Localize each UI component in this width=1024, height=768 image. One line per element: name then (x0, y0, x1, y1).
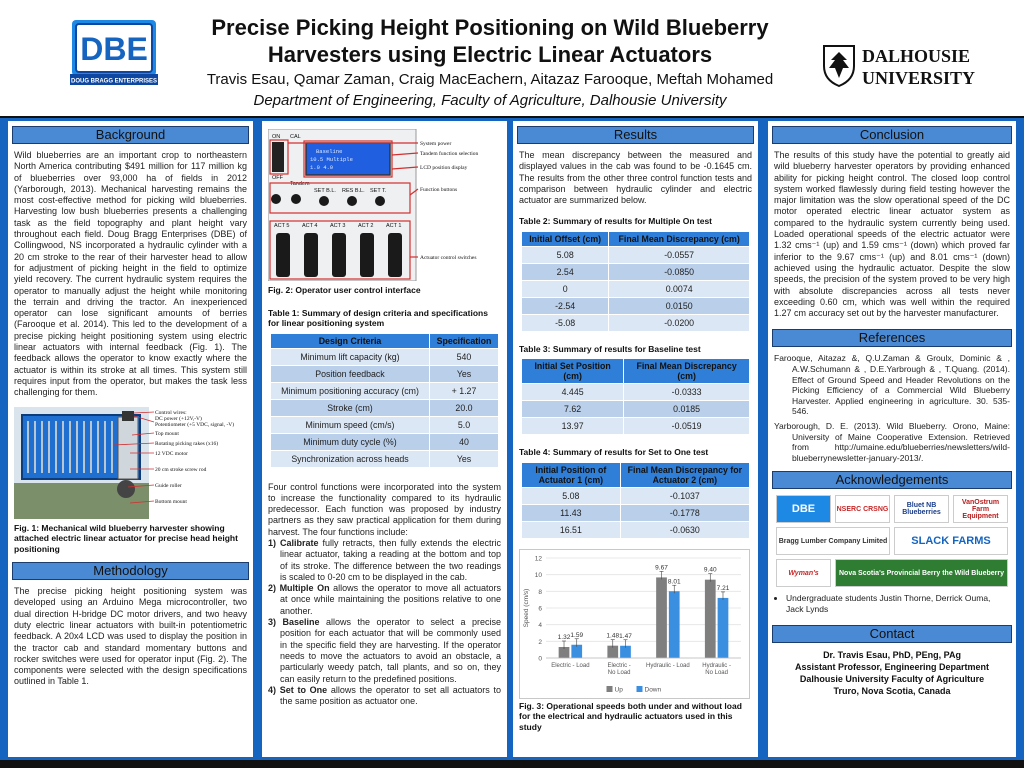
table1-cell: Minimum speed (cm/s) (271, 416, 430, 433)
fig2-callout-lcd: LCD position display (420, 165, 468, 171)
x-tick-label: No Load (607, 669, 631, 676)
table1 (270, 333, 499, 468)
fig3-caption: Fig. 3: Operational speeds both under and without load for the electrical and hydraulic actuators used in this study (519, 700, 742, 732)
fig1-label-control-wires: Control wires: (155, 409, 187, 416)
fig1-label-top-mount: Top mount (155, 430, 179, 437)
fig2-callout-actuator-switches: Actuator control switches (420, 255, 477, 261)
reference-item: Farooque, Aitazaz &, Q.U.Zaman & Groulx, Dominic & , A.W.Schumann & , D.E.Yarbrough & , T.Quang. (2014). Effect of Ground Speed and Header Revolutions on the Picking Efficiency of a Commercial Wild Blueberry Harvester. Applied engineering in agriculture. 30. 535-546. (774, 353, 1010, 417)
sponsor-logo-wymans: Wyman's (776, 559, 831, 587)
fig1-label-motor: 12 VDC motor (155, 450, 188, 457)
y-tick-label: 10 (534, 572, 542, 580)
data-label: 1.59 (570, 631, 584, 639)
legend-label-down: Down (644, 686, 662, 694)
table-row (271, 348, 499, 365)
table-row (522, 263, 750, 280)
table4-header: Final Mean Discrepancy for Actuator 2 (cm) (620, 462, 749, 487)
table2-cell: -0.0200 (609, 314, 750, 331)
table1-header-spec: Specification (429, 333, 498, 348)
data-label: 1.48 (606, 632, 620, 640)
legend-swatch-up (607, 686, 613, 692)
column-3 (513, 121, 758, 757)
table1-cell: + 1.27 (429, 382, 498, 399)
table4-cell: -0.0630 (620, 521, 749, 538)
contact-heading: Contact (772, 625, 1012, 643)
y-tick-label: 6 (538, 605, 542, 613)
bottom-bar (0, 760, 1024, 768)
sponsor-logo-vanostrum: VanOstrum Farm Equipment (953, 495, 1008, 523)
table-row (522, 418, 750, 435)
table1-cell: Minimum positioning accuracy (cm) (271, 382, 430, 399)
table1-cell: Minimum duty cycle (%) (271, 433, 430, 450)
poster-title: Precise Picking Height Positioning on Wild Blueberry Harvesters using Electric Linear Actuators (211, 15, 769, 67)
panel-off-label: OFF (272, 175, 283, 181)
column-1 (8, 121, 253, 757)
fig3-chart (519, 549, 750, 699)
panel-res-bl-label: RES B.L. (342, 188, 365, 194)
panel-set-bl-label: SET B.L. (314, 188, 336, 194)
table2-cell: -5.08 (522, 314, 609, 331)
fig2-callout-function-buttons: Function buttons (420, 187, 458, 193)
contact-institution: Dalhousie University Faculty of Agriculture (799, 674, 985, 685)
panel-act1-label: ACT 1 (386, 223, 402, 229)
fig1-label-dc-power: DC power (+12V,-V) (155, 415, 202, 422)
table1-cell: Yes (429, 365, 498, 382)
fig1-label-guide-roller: Guide roller (155, 482, 182, 489)
panel-act3-label: ACT 3 (330, 223, 346, 229)
data-label: 1.32 (557, 633, 571, 641)
table-row (522, 504, 750, 521)
fig1-harvester-photo (14, 407, 247, 519)
column-2 (262, 121, 507, 757)
table1-cell: Yes (429, 450, 498, 467)
table2-cell: 0.0074 (609, 280, 750, 297)
table-row (522, 521, 750, 538)
dalhousie-logo (818, 40, 1018, 90)
table-row (522, 280, 750, 297)
data-label: 8.01 (667, 578, 681, 586)
fig1-caption: Fig. 1: Mechanical wild blueberry harvester showing attached electric linear actuator for precise head height positioning (14, 522, 238, 554)
table4-cell: 5.08 (522, 487, 621, 504)
contact-name: Dr. Travis Esau, PhD, PEng, PAg (823, 650, 961, 661)
list-item: 1) Calibrate fully retracts, then fully extends the electric linear actuator, taking a reading at the bottom and top of its stroke. The difference between the two readings is scaled to 0-20 cm to be displayed in the cab. (268, 537, 501, 582)
table3 (521, 358, 750, 435)
x-tick-label: No Load (705, 669, 728, 676)
table1-cell: Stroke (cm) (271, 399, 430, 416)
x-tick-label: Hydraulic - Load (646, 662, 690, 669)
table-row (271, 450, 499, 467)
dalhousie-logo-line2: UNIVERSITY (862, 68, 976, 88)
poster-header (0, 0, 1024, 118)
table1-cell: Position feedback (271, 365, 430, 382)
table3-cell: 7.62 (522, 401, 624, 418)
table2-cell: 0.0150 (609, 297, 750, 314)
y-axis-label: Speed (cm/s) (523, 588, 530, 628)
table2-cell: 2.54 (522, 263, 609, 280)
table1-cell: Synchronization across heads (271, 450, 430, 467)
legend-swatch-down (637, 686, 643, 692)
y-tick-label: 4 (538, 622, 542, 630)
fig2-callout-tandem: Tandem function selection (420, 151, 479, 157)
y-tick-label: 12 (534, 555, 542, 563)
sponsor-logo-dbe: DBE (776, 495, 831, 523)
table4-cell: 11.43 (522, 504, 621, 521)
table3-header: Initial Set Position (cm) (522, 359, 624, 384)
poster-department: Department of Engineering, Faculty of Agriculture, Dalhousie University (253, 92, 727, 109)
table-row (271, 433, 499, 450)
fig1-label-rakes: Rotating picking rakes (x16) (155, 440, 219, 447)
table-row (522, 246, 750, 263)
contact-location: Truro, Nova Scotia, Canada (833, 686, 951, 697)
sponsor-logo-bluet: Bluet NB Blueberries (894, 495, 949, 523)
fig1-label-screw-rod: 20 cm stroke screw rod (155, 466, 207, 473)
table1-cell: 40 (429, 433, 498, 450)
panel-act5-label: ACT 5 (274, 223, 290, 229)
table2-cell: 5.08 (522, 246, 609, 263)
data-label: 9.40 (703, 566, 717, 574)
functions-list (262, 538, 507, 707)
table-row (522, 401, 750, 418)
table1-cell: 5.0 (429, 416, 498, 433)
table4-cell: -0.1778 (620, 504, 749, 521)
table3-cell: -0.0519 (624, 418, 750, 435)
table2-cell: -0.0557 (609, 246, 750, 263)
contact-title: Assistant Professor, Engineering Department (794, 662, 990, 673)
x-tick-label: Hydraulic - (702, 662, 731, 669)
table2 (521, 231, 750, 332)
table3-caption: Table 3: Summary of results for Baseline test (519, 343, 701, 354)
conclusion-text: The results of this study have the potential to greatly aid wild blueberry harvester operators by providing enhanced ability for picking height control. The closed loop control system worked flawlessly during field testing however the major limitation was the slow operational speed of the DC motor operated electric linear actuator system as compared to the hydraulic system currently being used. Loaded operational speeds of the electric actuator were 1.32 cms⁻¹ (up) and 1.59 cms⁻¹ (down) which proved far inferior to the 9.67 cms⁻¹ (up) and 8.01 cms⁻¹ (down) achieved using the hydraulic actuator. Despite the slow speeds, the precision of the system proved to be very high with absolute discrepancies across all tests never exceeding 0.60 cm, which was well within the required 1.27 cm accuracy set out by the harvester manufacturer. (774, 150, 1010, 319)
table2-cell: -2.54 (522, 297, 609, 314)
table-row (522, 297, 750, 314)
bar-up (705, 580, 716, 658)
contact-block (768, 649, 1016, 697)
lcd-line-3: 1.0 4.0 (310, 164, 334, 171)
table-row (522, 384, 750, 401)
functions-intro: Four control functions were incorporated into the system to increase the functionality compared to its hydraulic predecessor. Each function was proposed by industry partners as they saw practical application for them during harvest. The four functions include: (268, 481, 501, 537)
acknowledgements-heading: Acknowledgements (772, 471, 1012, 489)
fig2-callout-system-power: System power (420, 141, 452, 147)
bar-up (656, 577, 667, 658)
background-text: Wild blueberries are an important crop to northeastern North America contributing $491 million for 117 million kg of blueberries over 93,000 ha of fields in 2012 (Yarborough, 2013). Mechanical harvesting remains the most cost-effective method for picking wild blueberries. Harvesting low bush blueberries presents a challenging task as the field topography and plant height vary throughout each field. Doug Bragg Enterprises (DBE) of Collingwood, NS incorporated a hydraulic cylinder with a 20 cm stroke to the rear of their harvester head to allow for adjustment of picking height in the field to optimize yield recovery. The current hydraulic system requires the operator to manually adjust the height while monitoring the terrain and driving the tractor. An inexperienced operator can lose significant amounts of berries (Farooque et al. 2014). This led to the development of a precise picking height positioning system using electric linear actuators with internal feedback (Fig. 1). The feedback allows the operator to know exactly where the actuator is within its stroke at all times. This system still requires input from the operator, but makes the task less challenging for them. (14, 150, 247, 398)
table-row (522, 487, 750, 504)
table-row (271, 416, 499, 433)
results-heading: Results (517, 126, 754, 144)
table4-cell: -0.1037 (620, 487, 749, 504)
fig1-label-bottom-mount: Bottom mount (155, 498, 187, 505)
sponsor-logo-nserc: NSERC CRSNG (835, 495, 890, 523)
results-text: The mean discrepancy between the measured and displayed values in the cab was found to be -0.1645 cm. The results from the other three control function tests and comparison between hydraulic cylinder and electric actuator are summarized below. (519, 150, 752, 206)
lcd-line-1: Baseline (316, 148, 343, 155)
list-item: 2) Multiple On allows the operator to move all actuators at once while maintaining the positions relative to one another. (268, 583, 501, 616)
panel-cal-label: CAL (290, 134, 301, 140)
table2-cell: 0 (522, 280, 609, 297)
sponsor-logo-bragg: Bragg Lumber Company Limited (776, 527, 890, 555)
table4 (521, 462, 750, 539)
bar-down (718, 598, 729, 658)
fig1-label-potentiometer: Potentiometer (+5 VDC, signal, -V) (155, 421, 235, 428)
data-label: 9.67 (655, 564, 668, 572)
table4-caption: Table 4: Summary of results for Set to One test (519, 447, 709, 458)
legend-label-up: Up (614, 686, 623, 694)
table1-cell: 20.0 (429, 399, 498, 416)
table3-header: Final Mean Discrepancy (cm) (624, 359, 750, 384)
panel-set-t-label: SET T. (370, 188, 387, 194)
column-4 (768, 121, 1016, 757)
sponsor-logo-wild-blueberry: Nova Scotia's Provincial Berry the Wild Blueberry (835, 559, 1008, 587)
table-row (271, 365, 499, 382)
methodology-heading: Methodology (12, 562, 249, 580)
dalhousie-logo-line1: DALHOUSIE (862, 46, 971, 66)
table3-cell: -0.0333 (624, 384, 750, 401)
y-tick-label: 8 (538, 588, 542, 596)
table1-caption: Table 1: Summary of design criteria and specifications for linear positioning system (268, 307, 488, 328)
panel-tandem-label: Tandem (290, 181, 310, 187)
table1-cell: 540 (429, 348, 498, 365)
table-row (522, 314, 750, 331)
list-item: 4) Set to One allows the operator to set all actuators to the same position as actuator one. (268, 684, 501, 707)
table3-cell: 4.445 (522, 384, 624, 401)
table4-cell: 16.51 (522, 521, 621, 538)
acknowledgement-list (768, 593, 1016, 615)
x-tick-label: Electric - (607, 662, 631, 669)
fig2-caption: Fig. 2: Operator user control interface (268, 285, 421, 295)
background-heading: Background (12, 126, 249, 144)
table2-caption: Table 2: Summary of results for Multiple On test (519, 216, 713, 227)
table-row (271, 399, 499, 416)
methodology-text: The precise picking height positioning system was developed using an Arduino Mega microcontroller, two dual direction H-bridge DC motor drivers, and two heavy duty electric linear actuators with built-in potentiometric feedback. A 20x4 LCD was used to display the position in the tractor cab and standard momentary buttons and rocker switches were used for operator input (Fig. 2). The components were selected with the design specifications outlined in Table 1. (14, 586, 247, 687)
x-tick-label: Electric - Load (551, 662, 590, 669)
table3-cell: 13.97 (522, 418, 624, 435)
panel-on-label: ON (272, 134, 281, 140)
y-tick-label: 0 (538, 655, 542, 663)
list-item: • Undergraduate students Justin Thorne, Derrick Ouma, Jack Lynds (786, 593, 1010, 615)
list-item: 3) Baseline allows the operator to select a precise position for each actuator that will be commonly used in the specific field they are harvesting. If the operator needs to move the actuators to avoid an obstacle, a particularly weedy patch, tall plants, and so on, they can easily return to the predefined positions. (268, 617, 501, 684)
lcd-line-2: 10.5 Multiple (310, 156, 353, 163)
table3-cell: 0.0185 (624, 401, 750, 418)
conclusion-heading: Conclusion (772, 126, 1012, 144)
table1-cell: Minimum lift capacity (kg) (271, 348, 430, 365)
dbe-logo (68, 18, 160, 88)
table2-header: Initial Offset (cm) (522, 231, 609, 246)
references-heading: References (772, 329, 1012, 347)
table2-header: Final Mean Discrepancy (cm) (609, 231, 750, 246)
table4-header: Initial Position of Actuator 1 (cm) (522, 462, 621, 487)
y-tick-label: 2 (538, 638, 542, 646)
reference-item: Yarborough, D. E. (2013). Wild Blueberry. Orono, Maine: University of Maine Cooperative Extension. Retrieved from http://umaine.edu/blueberries/newsletters/wild-blueberrynewsletter-january-2013/. (774, 421, 1010, 463)
table-row (271, 382, 499, 399)
panel-act2-label: ACT 2 (358, 223, 374, 229)
bar-down (669, 591, 680, 658)
speed-bar-chart (520, 550, 749, 698)
sponsor-logo-slack-farms: SLACK FARMS (894, 527, 1008, 555)
table2-cell: -0.0850 (609, 263, 750, 280)
sponsor-logos (776, 495, 1008, 587)
data-label: 7.21 (716, 584, 730, 592)
fig2-control-panel-photo (268, 129, 501, 281)
dbe-logo-subtext: DOUG BRAGG ENTERPRISES (70, 78, 158, 85)
poster-authors: Travis Esau, Qamar Zaman, Craig MacEachern, Aitazaz Farooque, Meftah Mohamed (206, 71, 774, 88)
table1-header-criteria: Design Criteria (271, 333, 430, 348)
dbe-logo-text: DBE (80, 31, 148, 67)
data-label: 1.47 (619, 632, 632, 640)
panel-act4-label: ACT 4 (302, 223, 318, 229)
